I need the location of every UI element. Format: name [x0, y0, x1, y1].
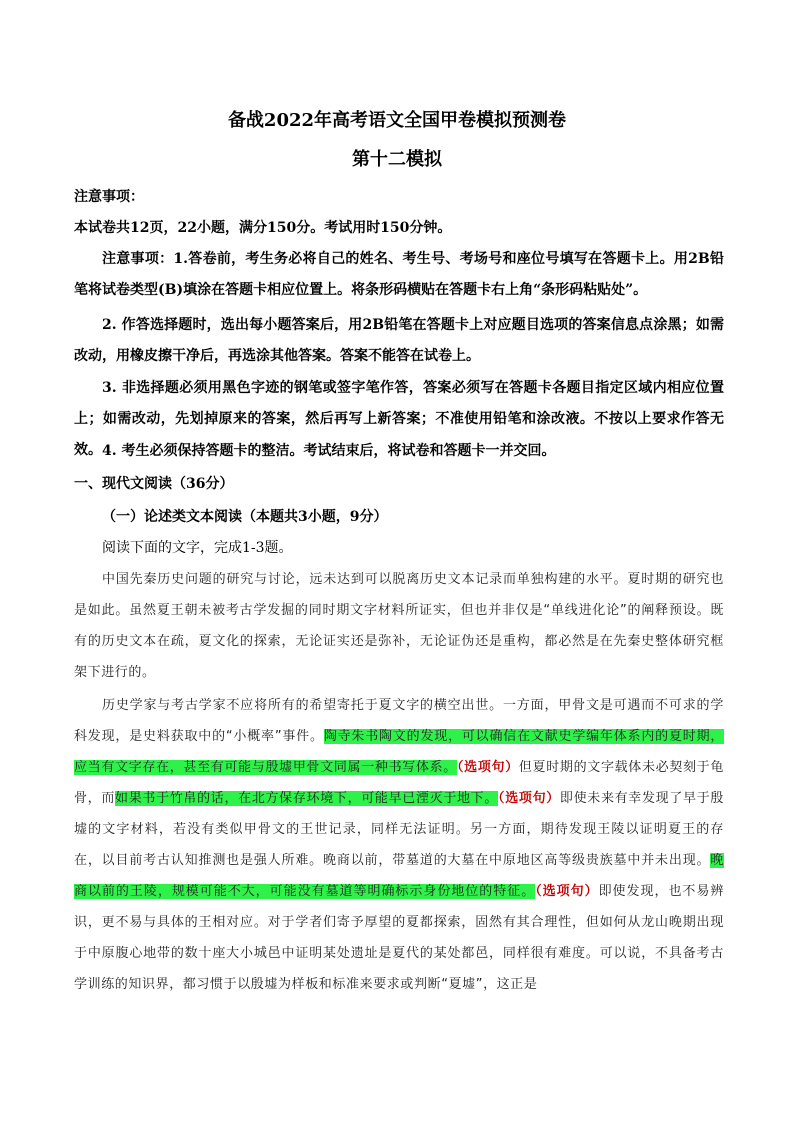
highlighted-sentence-2: 如果书于竹帛的话，在北方保存环境下，可能早已湮灭于地下。 — [115, 791, 499, 806]
passage-text: 但夏时期的文字载体未必契刻于龟骨，而 — [74, 760, 724, 806]
option-tag-3: （选项句） — [535, 884, 599, 899]
highlighted-sentence-3: 晚商以前的王陵，规模可能不大，可能没有墓道等明确标示身份地位的特征。 — [74, 853, 724, 899]
passage-text: 即使发现，也不易辨识，更不易与具体的王相对应。对于学者们寄予厚望的夏都探索，固然有其合理性，但如何从龙山晚期出现于中原腹心地带的数十座大小城邑中证明某处遗址是夏代的某处都邑，同样很有难度。可以说，不具备考古学训练的知识界，都习惯于以殷墟为样板和标准来要求或判断“夏墟”，这正是 — [74, 884, 724, 992]
notice-summary: 本试卷共12页，22小题，满分150分。考试用时150分钟。 — [74, 220, 452, 236]
notice-item-2: 2. 作答选择题时，选出每小题答案后，用2B铅笔在答题卡上对应题目选项的答案信息点涂黑；如需改动，用橡皮擦干净后，再选涂其他答案。答案不能答在试卷上。 — [74, 317, 724, 364]
exam-title: 备战2022年高考语文全国甲卷模拟预测卷 — [227, 110, 567, 131]
option-tag-1: （选项句） — [456, 760, 519, 775]
passage-paragraph-1: 中国先秦历史问题的研究与讨论，远未达到可以脱离历史文本记录而单独构建的水平。夏时期的研究也是如此。虽然夏王朝未被考古学发掘的同时期文字材料所证实，但也并非仅是“单线进化论”的阐释预设。既有的历史文本在疏，夏文化的探索，无论证实还是弥补，无论证伪还是重构，都必然是在先秦史整体研究框架下进行的。 — [74, 572, 724, 680]
exam-subtitle: 第十二模拟 — [352, 149, 442, 170]
passage-paragraph-2 — [74, 690, 724, 1000]
notice-item-4: 4. 考生必须保持答题卡的整洁。考试结束后，将试卷和答题卡一并交回。 — [102, 443, 556, 459]
reading-instruction: 阅读下面的文字，完成1-3题。 — [102, 540, 293, 556]
section-heading: 一、现代文阅读（36分） — [74, 476, 234, 492]
passage-text: 历史学家与考古学家不应将所有的希望寄托于夏文字的横空出世。一方面，甲骨文是可遇而不可求的学科发现，是史料获取中的“小概率”事件。 — [74, 698, 724, 744]
passage-text: 即使未来有幸发现了早于殷墟的文字材料，若没有类似甲骨文的王世记录，同样无法证明。另一方面，期待发现王陵以证明夏王的存在，以目前考古认知推测也是强人所难。晚商以前，带墓道的大墓在中原地区高等级贵族墓中并未出现。 — [74, 791, 724, 868]
option-tag-2: （选项句） — [498, 791, 560, 806]
notice-item-3: 3. 非选择题必须用黑色字迹的钢笔或签字笔作答，答案必须写在答题卡各题目指定区域内相应位置上；如需改动，先划掉原来的答案，然后再写上新答案；不准使用铅笔和涂改液。不按以上要求作答无效。 — [74, 380, 724, 458]
notice-heading: 注意事项： — [74, 189, 144, 205]
section-subheading: （一）论述类文本阅读（本题共3小题，9分） — [102, 509, 388, 525]
notice-item-1: 注意事项：1.答卷前，考生务必将自己的姓名、考生号、考场号和座位号填写在答题卡上。用2B铅笔将试卷类型(B)填涂在答题卡相应位置上。将条形码横贴在答题卡右上角“条形码粘贴处”。 — [74, 251, 724, 298]
highlighted-sentence-1: 陶寺朱书陶文的发现，可以确信在文献史学编年体系内的夏时期，应当有文字存在，甚至有可能与殷墟甲骨文同属一种书写体系。 — [74, 729, 725, 775]
